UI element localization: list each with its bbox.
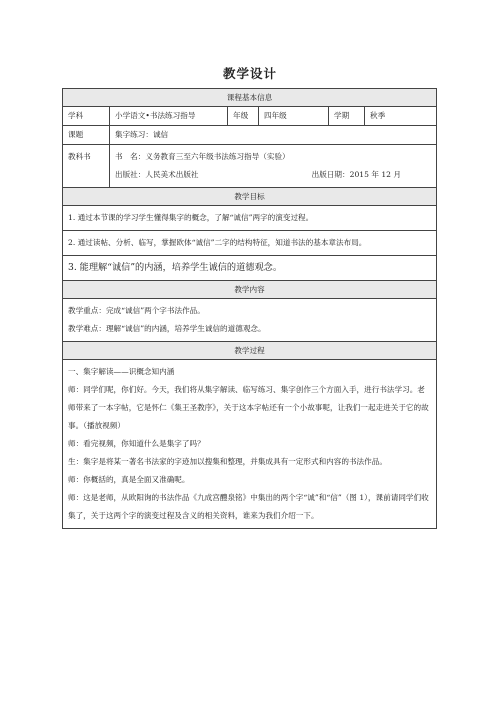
process-header: 教学过程 xyxy=(63,342,437,360)
goal-1-row xyxy=(63,206,437,231)
subject-label: 学科 xyxy=(63,107,110,126)
process-body xyxy=(63,360,437,529)
goal-1: 1. 通过本节课的学习学生懂得集字的概念，了解“诚信”两字的演变过程。 xyxy=(63,206,437,231)
subject-row xyxy=(63,107,437,126)
process-header-row xyxy=(63,342,437,360)
textbook-label: 教科书 xyxy=(63,145,110,188)
textbook-pub-date: 出版日期：2015 年 12 月 xyxy=(311,170,402,179)
textbook-name: 书 名：义务教育三至六年级书法练习指导（实验） xyxy=(115,152,290,161)
content-header-row xyxy=(63,281,437,299)
textbook-publisher: 出版社：人民美术出版社 xyxy=(115,170,199,179)
term-value: 秋季 xyxy=(365,107,437,126)
grade-value: 四年级 xyxy=(259,107,329,126)
difficult-point: 教学难点：理解“诚信”的内涵，培养学生诚信的道德观念。 xyxy=(68,324,266,333)
process-line: 师：你概括的，真是全面又准确呢。 xyxy=(68,475,190,484)
topic-label: 课题 xyxy=(63,126,110,145)
process-line: 师：看完视频，你知道什么是集字了吗？ xyxy=(68,439,205,448)
basic-info-header: 课程基本信息 xyxy=(63,89,437,107)
grade-label: 年级 xyxy=(228,107,259,126)
topic-value: 集字练习：诚信 xyxy=(110,126,437,145)
goals-header: 教学目标 xyxy=(63,188,437,206)
content-row xyxy=(63,299,437,342)
content-body xyxy=(63,299,437,342)
textbook-info xyxy=(110,145,437,188)
process-line: 一、集字解读——识概念知内涵 xyxy=(68,367,175,376)
process-line: 师：这是老师，从欧阳询的书法作品《九成宫醴泉铭》中集出的两个字“诚”和“信”（图 1），课前请同学们收集了，关于这两个字的演变过程及含义的相关资料，谁来为我们介绍一下。 xyxy=(68,493,429,520)
key-point: 教学重点：完成“诚信”两个字书法作品。 xyxy=(68,306,205,315)
goal-2-row xyxy=(63,231,437,256)
process-line: 生：集字是将某一著名书法家的字迹加以搜集和整理，并集成具有一定形式和内容的书法作品。 xyxy=(68,457,387,466)
lesson-plan-table xyxy=(62,88,437,529)
basic-info-header-row xyxy=(63,89,437,107)
term-label: 学期 xyxy=(329,107,365,126)
topic-row xyxy=(63,126,437,145)
page-title: 教学设计 xyxy=(222,66,277,81)
goal-2: 2. 通过读帖、分析、临写，掌握欧体“诚信”二字的结构特征，知道书法的基本章法布局。 xyxy=(63,231,437,256)
subject-value: 小学语文•书法练习指导 xyxy=(110,107,228,126)
textbook-publisher-line xyxy=(115,166,431,184)
process-line: 师：同学们呢，你们好。今天，我们将从集字解读、临写练习、集字创作三个方面入手，进行书法学习。老师带来了一本字帖，它是怀仁《集王圣教序》，关于这本字帖还有一个小故事呢，让我们一起走进关于它的故事。（播放视频） xyxy=(68,385,429,430)
textbook-row xyxy=(63,145,437,188)
goal-3-row xyxy=(63,256,437,281)
goals-header-row xyxy=(63,188,437,206)
goal-3: 3. 能理解“诚信”的内涵，培养学生诚信的道德观念。 xyxy=(63,256,437,281)
process-row xyxy=(63,360,437,529)
content-header: 教学内容 xyxy=(63,281,437,299)
